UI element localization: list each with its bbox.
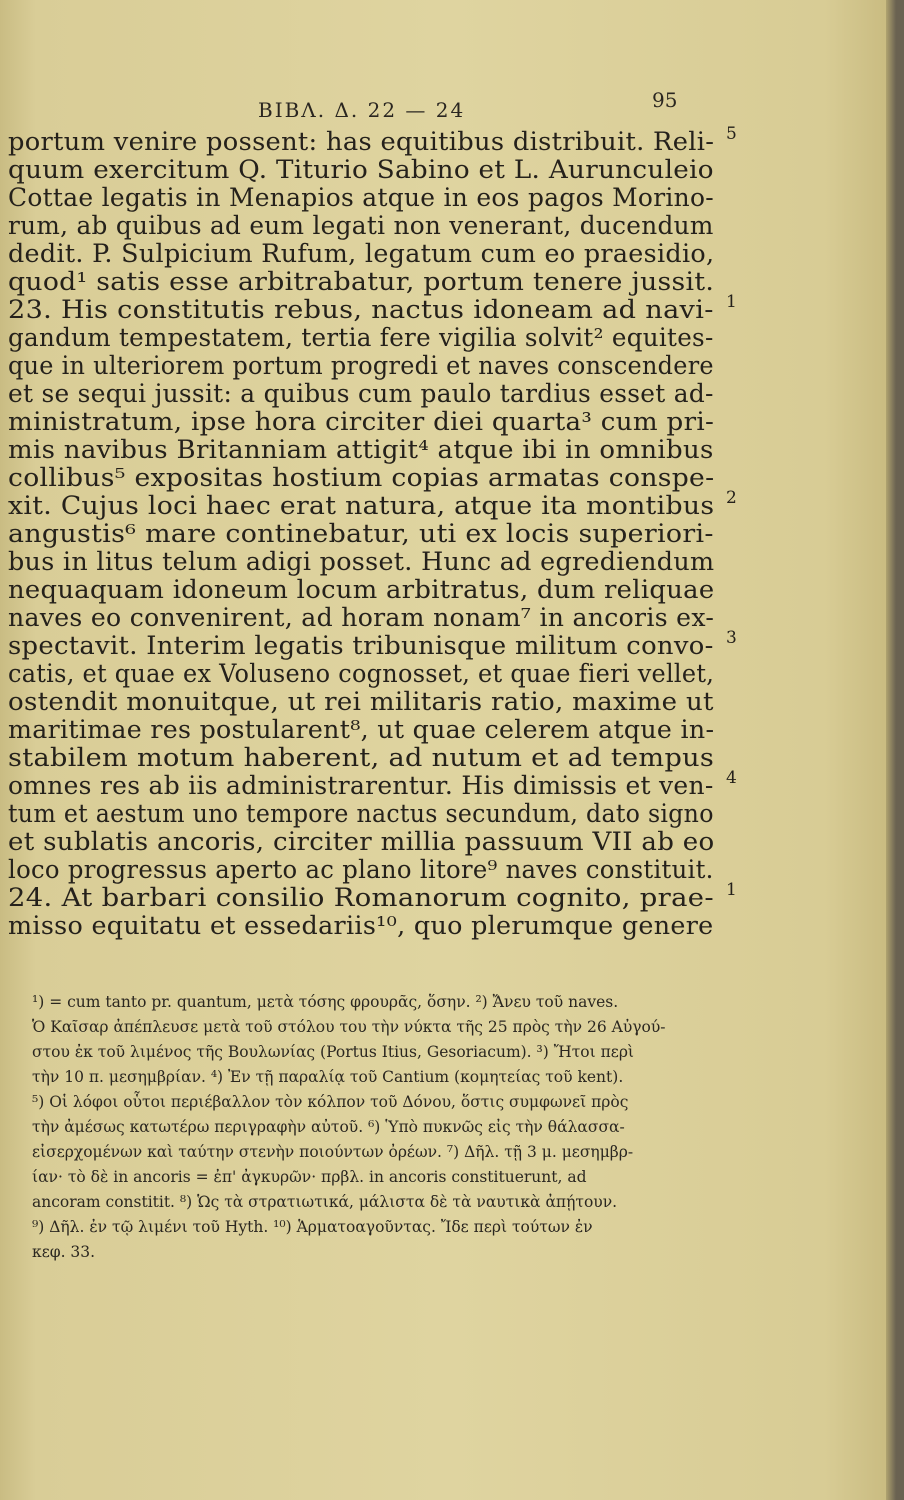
line-text: ostendit monuitque, ut rei militaris ratio, maxime ut	[8, 687, 714, 716]
line-text: spectavit. Interim legatis tribunisque militum convo-	[8, 631, 714, 660]
text-line	[0, 576, 896, 604]
text-line	[0, 352, 896, 380]
text-line	[0, 660, 896, 688]
text-line	[0, 912, 896, 940]
line-text: que in ulteriorem portum progredi et naves conscendere	[8, 351, 714, 380]
line-text: bus in litus telum adigi posset. Hunc ad egrediendum	[8, 547, 715, 576]
text-line	[0, 184, 896, 212]
line-text: 23. His constitutis rebus, nactus idoneam ad navi-	[8, 295, 714, 324]
text-line	[0, 464, 896, 492]
section-number: 5	[726, 124, 737, 144]
footnote-line: ancoram constitit. ⁸) Ὡς τὰ στρατιωτικά, μάλιστα δὲ τὰ ναυτικὰ ἀπῄτουν.	[32, 1193, 618, 1211]
footnote-line: στου ἐκ τοῦ λιμένος τῆς Βουλωνίας (Portus Itius, Gesoriacum). ³) Ἤτοι περὶ	[32, 1043, 635, 1061]
page-header	[0, 88, 896, 128]
text-line	[0, 488, 896, 520]
line-text: maritimae res postularent⁸, ut quae celerem atque in-	[8, 715, 715, 744]
text-line	[0, 628, 896, 660]
text-line	[0, 688, 896, 716]
footnote-line: ⁹) Δῆλ. ἐν τῷ λιμένι τοῦ Hyth. ¹⁰) Ἁρματοαγοῦντας. Ἴδε περὶ τούτων ἐν	[32, 1218, 593, 1236]
text-line	[0, 240, 896, 268]
line-text: naves eo convenirent, ad horam nonam⁷ in ancoris ex-	[8, 603, 715, 632]
line-text: misso equitatu et essedariis¹⁰, quo plerumque genere	[8, 911, 714, 940]
line-text: loco progressus aperto ac plano litore⁹ naves constituit.	[8, 855, 714, 884]
text-line	[0, 380, 896, 408]
line-text: 24. At barbari consilio Romanorum cognito, prae-	[8, 883, 714, 912]
running-head: ΒΙΒΛ. Δ. 22 — 24	[258, 98, 466, 122]
line-text: quum exercitum Q. Titurio Sabino et L. Aurunculeio	[8, 155, 714, 184]
line-text: Cottae legatis in Menapios atque in eos pagos Morino-	[8, 183, 715, 212]
footnote-line: ίαν· τὸ δὲ in ancoris = ἐπ' ἀγκυρῶν· πρβλ. in ancoris constituerunt, ad	[32, 1168, 587, 1186]
section-number: 2	[726, 488, 737, 508]
line-text: gandum tempestatem, tertia fere vigilia solvit² equites-	[8, 323, 714, 352]
line-text: stabilem motum haberent, ad nutum et ad tempus	[8, 743, 715, 772]
section-number: 3	[726, 628, 737, 648]
line-text: omnes res ab iis administrarentur. His dimissis et ven-	[8, 771, 714, 800]
text-line	[0, 604, 896, 632]
text-line	[0, 268, 896, 296]
footnote-line: τὴν ἀμέσως κατωτέρω περιγραφὴν αὐτοῦ. ⁶) Ὑπὸ πυκνῶς εἰς τὴν θάλασσα-	[32, 1118, 625, 1136]
line-text: nequaquam idoneum locum arbitratus, dum reliquae	[8, 575, 715, 604]
text-line	[0, 292, 896, 324]
text-line	[0, 768, 896, 800]
line-text: tum et aestum uno tempore nactus secundum, dato signo	[8, 799, 714, 828]
text-line	[0, 436, 896, 464]
footnote-line: ⁵) Οἱ λόφοι οὗτοι περιέβαλλον τὸν κόλπον τοῦ Δόνου, ὅστις συμφωνεῖ πρὸς	[32, 1093, 629, 1111]
line-text: mis navibus Britanniam attigit⁴ atque ibi in omnibus	[8, 435, 714, 464]
text-line	[0, 716, 896, 744]
section-number: 1	[726, 880, 737, 900]
footnote-line: ¹) = cum tanto pr. quantum, μετὰ τόσης φρουρᾶς, ὅσην. ²) Ἄνευ τοῦ naves.	[32, 993, 619, 1011]
line-text: portum venire possent: has equitibus distribuit. Reli-	[8, 127, 715, 156]
text-line	[0, 880, 896, 912]
line-text: collibus⁵ expositas hostium copias armatas conspe-	[8, 463, 715, 492]
page-number: 95	[652, 88, 678, 112]
text-line	[0, 856, 896, 884]
line-text: quod¹ satis esse arbitrabatur, portum tenere jussit.	[8, 267, 715, 296]
text-line	[0, 548, 896, 576]
section-number: 1	[726, 292, 737, 312]
text-line	[0, 124, 896, 156]
text-line	[0, 800, 896, 828]
line-text: catis, et quae ex Voluseno cognosset, et quae fieri vellet,	[8, 659, 715, 688]
footnote-line: κεφ. 33.	[32, 1243, 96, 1261]
text-line	[0, 744, 896, 772]
footnote-line: τὴν 10 π. μεσημβρίαν. ⁴) Ἐν τῇ παραλίᾳ τοῦ Cantium (κομητείας τοῦ kent).	[32, 1068, 624, 1086]
text-line	[0, 828, 896, 856]
footnote-line: Ὁ Καῖσαρ ἀπέπλευσε μετὰ τοῦ στόλου του τὴν νύκτα τῆς 25 πρὸς τὴν 26 Αὐγού-	[32, 1018, 666, 1036]
text-line	[0, 520, 896, 548]
section-number: 4	[726, 768, 737, 788]
line-text: ministratum, ipse hora circiter diei quarta³ cum pri-	[8, 407, 715, 436]
line-text: angustis⁶ mare continebatur, uti ex locis superiori-	[8, 519, 714, 548]
line-text: dedit. P. Sulpicium Rufum, legatum cum eo praesidio,	[8, 239, 715, 268]
line-text: xit. Cujus loci haec erat natura, atque ita montibus	[8, 491, 715, 520]
text-line	[0, 324, 896, 352]
text-line	[0, 212, 896, 240]
line-text: et se sequi jussit: a quibus cum paulo tardius esset ad-	[8, 379, 714, 408]
footnote-line: εἰσερχομένων καὶ ταύτην στενὴν ποιούντων ὀρέων. ⁷) Δῆλ. τῇ 3 μ. μεσημβρ-	[32, 1143, 634, 1161]
line-text: rum, ab quibus ad eum legati non venerant, ducendum	[8, 211, 714, 240]
text-line	[0, 156, 896, 184]
line-text: et sublatis ancoris, circiter millia passuum VII ab eo	[8, 827, 715, 856]
text-line	[0, 408, 896, 436]
